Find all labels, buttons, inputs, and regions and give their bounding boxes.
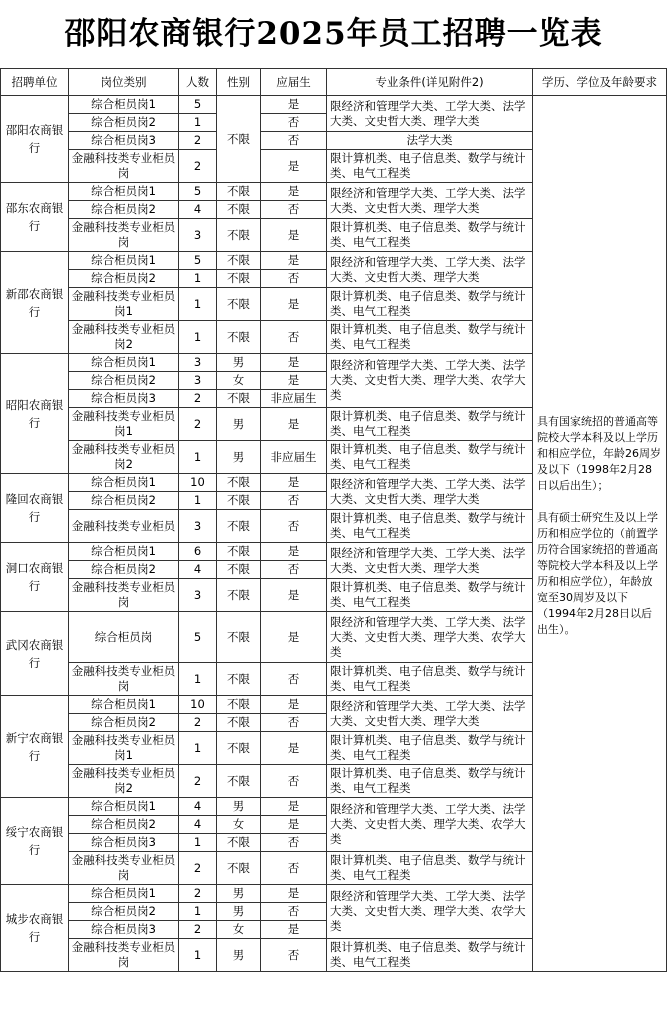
header-gender: 性别 xyxy=(217,69,261,96)
cell-gender: 不限 xyxy=(217,492,261,510)
cell-major: 限计算机类、电子信息类、数学与统计类、电气工程类 xyxy=(327,852,533,885)
cell-major: 限经济和管理学大类、工学大类、法学大类、文史哲大类、理学大类、农学大类 xyxy=(327,885,533,939)
cell-count: 10 xyxy=(179,696,217,714)
cell-gender: 不限 xyxy=(217,561,261,579)
cell-count: 1 xyxy=(179,663,217,696)
cell-fresh-graduate: 否 xyxy=(261,765,327,798)
cell-count: 10 xyxy=(179,474,217,492)
cell-gender: 不限 xyxy=(217,96,261,183)
cell-major: 限计算机类、电子信息类、数学与统计类、电气工程类 xyxy=(327,939,533,972)
cell-post: 综合柜员岗2 xyxy=(69,201,179,219)
cell-gender: 不限 xyxy=(217,474,261,492)
cell-post: 金融科技类专业柜员岗 xyxy=(69,150,179,183)
cell-count: 4 xyxy=(179,561,217,579)
cell-major: 限计算机类、电子信息类、数学与统计类、电气工程类 xyxy=(327,510,533,543)
cell-major: 限经济和管理学大类、工学大类、法学大类、文史哲大类、理学大类 xyxy=(327,543,533,579)
cell-count: 5 xyxy=(179,183,217,201)
cell-count: 1 xyxy=(179,492,217,510)
cell-fresh-graduate: 是 xyxy=(261,921,327,939)
cell-post: 综合柜员岗2 xyxy=(69,561,179,579)
cell-fresh-graduate: 否 xyxy=(261,201,327,219)
cell-count: 3 xyxy=(179,579,217,612)
cell-count: 3 xyxy=(179,372,217,390)
cell-unit: 昭阳农商银行 xyxy=(1,354,69,474)
cell-gender: 男 xyxy=(217,441,261,474)
cell-count: 4 xyxy=(179,816,217,834)
cell-fresh-graduate: 是 xyxy=(261,474,327,492)
cell-count: 1 xyxy=(179,903,217,921)
cell-fresh-graduate: 是 xyxy=(261,885,327,903)
cell-fresh-graduate: 是 xyxy=(261,543,327,561)
cell-gender: 女 xyxy=(217,921,261,939)
cell-fresh-graduate: 否 xyxy=(261,903,327,921)
cell-count: 1 xyxy=(179,441,217,474)
cell-post: 综合柜员岗3 xyxy=(69,390,179,408)
cell-count: 4 xyxy=(179,201,217,219)
cell-gender: 不限 xyxy=(217,390,261,408)
cell-fresh-graduate: 否 xyxy=(261,510,327,543)
cell-post: 综合柜员岗1 xyxy=(69,354,179,372)
cell-major: 限计算机类、电子信息类、数学与统计类、电气工程类 xyxy=(327,765,533,798)
cell-gender: 男 xyxy=(217,903,261,921)
header-major: 专业条件(详见附件2) xyxy=(327,69,533,96)
cell-count: 1 xyxy=(179,732,217,765)
recruitment-table xyxy=(0,68,667,972)
header-fresh-graduate: 应届生 xyxy=(261,69,327,96)
cell-post: 综合柜员岗1 xyxy=(69,474,179,492)
cell-gender: 男 xyxy=(217,885,261,903)
cell-gender: 女 xyxy=(217,372,261,390)
cell-post: 综合柜员岗2 xyxy=(69,492,179,510)
cell-post: 金融科技类专业柜员岗1 xyxy=(69,288,179,321)
cell-unit: 城步农商银行 xyxy=(1,885,69,972)
cell-gender: 不限 xyxy=(217,510,261,543)
cell-fresh-graduate: 非应届生 xyxy=(261,441,327,474)
cell-gender: 不限 xyxy=(217,201,261,219)
header-requirements: 学历、学位及年龄要求 xyxy=(533,69,667,96)
cell-fresh-graduate: 否 xyxy=(261,852,327,885)
cell-fresh-graduate: 非应届生 xyxy=(261,390,327,408)
cell-count: 3 xyxy=(179,219,217,252)
cell-count: 3 xyxy=(179,510,217,543)
cell-post: 综合柜员岗3 xyxy=(69,132,179,150)
cell-major: 限经济和管理学大类、工学大类、法学大类、文史哲大类、理学大类 xyxy=(327,474,533,510)
cell-count: 6 xyxy=(179,543,217,561)
cell-fresh-graduate: 否 xyxy=(261,132,327,150)
cell-post: 金融科技类专业柜员 xyxy=(69,510,179,543)
cell-requirements xyxy=(533,96,667,972)
cell-unit: 新邵农商银行 xyxy=(1,252,69,354)
cell-count: 1 xyxy=(179,288,217,321)
cell-post: 综合柜员岗1 xyxy=(69,885,179,903)
cell-fresh-graduate: 否 xyxy=(261,114,327,132)
cell-fresh-graduate: 否 xyxy=(261,834,327,852)
cell-fresh-graduate: 是 xyxy=(261,816,327,834)
cell-fresh-graduate: 是 xyxy=(261,96,327,114)
header-count: 人数 xyxy=(179,69,217,96)
cell-unit: 邵东农商银行 xyxy=(1,183,69,252)
cell-unit: 隆回农商银行 xyxy=(1,474,69,543)
cell-major: 法学大类 xyxy=(327,132,533,150)
cell-count: 1 xyxy=(179,114,217,132)
cell-count: 2 xyxy=(179,852,217,885)
cell-major: 限计算机类、电子信息类、数学与统计类、电气工程类 xyxy=(327,732,533,765)
cell-post: 综合柜员岗1 xyxy=(69,696,179,714)
cell-gender: 女 xyxy=(217,816,261,834)
cell-post: 综合柜员岗3 xyxy=(69,921,179,939)
cell-count: 2 xyxy=(179,885,217,903)
cell-fresh-graduate: 是 xyxy=(261,252,327,270)
cell-fresh-graduate: 是 xyxy=(261,183,327,201)
cell-gender: 不限 xyxy=(217,852,261,885)
cell-gender: 男 xyxy=(217,408,261,441)
cell-post: 综合柜员岗1 xyxy=(69,252,179,270)
cell-fresh-graduate: 是 xyxy=(261,696,327,714)
cell-major: 限计算机类、电子信息类、数学与统计类、电气工程类 xyxy=(327,408,533,441)
cell-count: 2 xyxy=(179,390,217,408)
cell-fresh-graduate: 否 xyxy=(261,492,327,510)
cell-count: 2 xyxy=(179,132,217,150)
cell-gender: 不限 xyxy=(217,579,261,612)
cell-count: 5 xyxy=(179,96,217,114)
cell-post: 金融科技类专业柜员岗 xyxy=(69,939,179,972)
cell-major: 限计算机类、电子信息类、数学与统计类、电气工程类 xyxy=(327,321,533,354)
cell-fresh-graduate: 是 xyxy=(261,354,327,372)
cell-post: 综合柜员岗1 xyxy=(69,183,179,201)
cell-post: 综合柜员岗1 xyxy=(69,543,179,561)
table-body xyxy=(1,96,667,972)
cell-post: 金融科技类专业柜员岗1 xyxy=(69,408,179,441)
cell-gender: 不限 xyxy=(217,543,261,561)
requirement-paragraph: 具有国家统招的普通高等院校大学本科及以上学历和相应学位，年龄26周岁及以下（1998年2月28日以后出生）； xyxy=(537,414,661,492)
cell-post: 金融科技类专业柜员岗 xyxy=(69,663,179,696)
cell-gender: 不限 xyxy=(217,219,261,252)
cell-count: 1 xyxy=(179,321,217,354)
cell-count: 2 xyxy=(179,714,217,732)
cell-unit: 武冈农商银行 xyxy=(1,612,69,696)
cell-fresh-graduate: 是 xyxy=(261,288,327,321)
cell-unit: 绥宁农商银行 xyxy=(1,798,69,885)
cell-post: 金融科技类专业柜员岗1 xyxy=(69,732,179,765)
cell-gender: 不限 xyxy=(217,612,261,663)
cell-fresh-graduate: 是 xyxy=(261,150,327,183)
table-row xyxy=(1,96,667,114)
cell-count: 2 xyxy=(179,408,217,441)
cell-post: 综合柜员岗 xyxy=(69,612,179,663)
cell-count: 1 xyxy=(179,939,217,972)
cell-post: 金融科技类专业柜员岗2 xyxy=(69,321,179,354)
cell-count: 2 xyxy=(179,765,217,798)
cell-major: 限计算机类、电子信息类、数学与统计类、电气工程类 xyxy=(327,579,533,612)
cell-fresh-graduate: 是 xyxy=(261,732,327,765)
cell-gender: 不限 xyxy=(217,696,261,714)
cell-major: 限计算机类、电子信息类、数学与统计类、电气工程类 xyxy=(327,150,533,183)
cell-gender: 不限 xyxy=(217,765,261,798)
cell-major: 限经济和管理学大类、工学大类、法学大类、文史哲大类、理学大类、农学大类 xyxy=(327,612,533,663)
cell-count: 1 xyxy=(179,270,217,288)
cell-fresh-graduate: 是 xyxy=(261,408,327,441)
cell-major: 限计算机类、电子信息类、数学与统计类、电气工程类 xyxy=(327,219,533,252)
cell-gender: 男 xyxy=(217,939,261,972)
cell-post: 金融科技类专业柜员岗 xyxy=(69,579,179,612)
cell-count: 4 xyxy=(179,798,217,816)
cell-post: 综合柜员岗1 xyxy=(69,96,179,114)
cell-gender: 不限 xyxy=(217,834,261,852)
cell-major: 限经济和管理学大类、工学大类、法学大类、文史哲大类、理学大类 xyxy=(327,96,533,132)
cell-post: 综合柜员岗2 xyxy=(69,114,179,132)
cell-post: 金融科技类专业柜员岗2 xyxy=(69,765,179,798)
cell-gender: 不限 xyxy=(217,714,261,732)
cell-post: 综合柜员岗2 xyxy=(69,714,179,732)
cell-post: 金融科技类专业柜员岗 xyxy=(69,852,179,885)
cell-fresh-graduate: 否 xyxy=(261,270,327,288)
cell-count: 1 xyxy=(179,834,217,852)
requirement-paragraph: 具有硕士研究生及以上学历和相应学位的（前置学历符合国家统招的普通高等院校大学本科及以上学历和相应学位），年龄放宽至30周岁及以下（1994年2月28日以后出生）。 xyxy=(537,510,658,636)
cell-fresh-graduate: 是 xyxy=(261,612,327,663)
cell-count: 3 xyxy=(179,354,217,372)
cell-fresh-graduate: 否 xyxy=(261,939,327,972)
cell-fresh-graduate: 否 xyxy=(261,561,327,579)
cell-count: 5 xyxy=(179,252,217,270)
cell-gender: 不限 xyxy=(217,732,261,765)
cell-fresh-graduate: 是 xyxy=(261,219,327,252)
cell-major: 限经济和管理学大类、工学大类、法学大类、文史哲大类、理学大类、农学大类 xyxy=(327,798,533,852)
cell-post: 综合柜员岗2 xyxy=(69,372,179,390)
cell-fresh-graduate: 否 xyxy=(261,663,327,696)
cell-gender: 不限 xyxy=(217,288,261,321)
cell-major: 限计算机类、电子信息类、数学与统计类、电气工程类 xyxy=(327,441,533,474)
cell-count: 2 xyxy=(179,150,217,183)
cell-unit: 洞口农商银行 xyxy=(1,543,69,612)
cell-gender: 不限 xyxy=(217,252,261,270)
cell-gender: 男 xyxy=(217,354,261,372)
cell-gender: 不限 xyxy=(217,183,261,201)
cell-fresh-graduate: 否 xyxy=(261,321,327,354)
cell-count: 5 xyxy=(179,612,217,663)
cell-major: 限经济和管理学大类、工学大类、法学大类、文史哲大类、理学大类 xyxy=(327,252,533,288)
cell-count: 2 xyxy=(179,921,217,939)
cell-major: 限计算机类、电子信息类、数学与统计类、电气工程类 xyxy=(327,663,533,696)
cell-fresh-graduate: 是 xyxy=(261,372,327,390)
cell-gender: 不限 xyxy=(217,321,261,354)
cell-major: 限计算机类、电子信息类、数学与统计类、电气工程类 xyxy=(327,288,533,321)
page-title: 邵阳农商银行2025年员工招聘一览表 xyxy=(64,16,603,52)
cell-post: 综合柜员岗3 xyxy=(69,834,179,852)
cell-fresh-graduate: 是 xyxy=(261,798,327,816)
cell-fresh-graduate: 是 xyxy=(261,579,327,612)
cell-gender: 不限 xyxy=(217,270,261,288)
cell-gender: 男 xyxy=(217,798,261,816)
cell-major: 限经济和管理学大类、工学大类、法学大类、文史哲大类、理学大类 xyxy=(327,696,533,732)
cell-post: 金融科技类专业柜员岗2 xyxy=(69,441,179,474)
cell-gender: 不限 xyxy=(217,663,261,696)
cell-post: 综合柜员岗2 xyxy=(69,816,179,834)
cell-post: 综合柜员岗2 xyxy=(69,270,179,288)
cell-post: 综合柜员岗2 xyxy=(69,903,179,921)
table-header-row xyxy=(1,69,667,96)
cell-fresh-graduate: 否 xyxy=(261,714,327,732)
header-unit: 招聘单位 xyxy=(1,69,69,96)
cell-post: 综合柜员岗1 xyxy=(69,798,179,816)
header-post: 岗位类别 xyxy=(69,69,179,96)
cell-major: 限经济和管理学大类、工学大类、法学大类、文史哲大类、理学大类 xyxy=(327,183,533,219)
cell-unit: 邵阳农商银行 xyxy=(1,96,69,183)
cell-major: 限经济和管理学大类、工学大类、法学大类、文史哲大类、理学大类、农学大类 xyxy=(327,354,533,408)
cell-post: 金融科技类专业柜员岗 xyxy=(69,219,179,252)
cell-unit: 新宁农商银行 xyxy=(1,696,69,798)
